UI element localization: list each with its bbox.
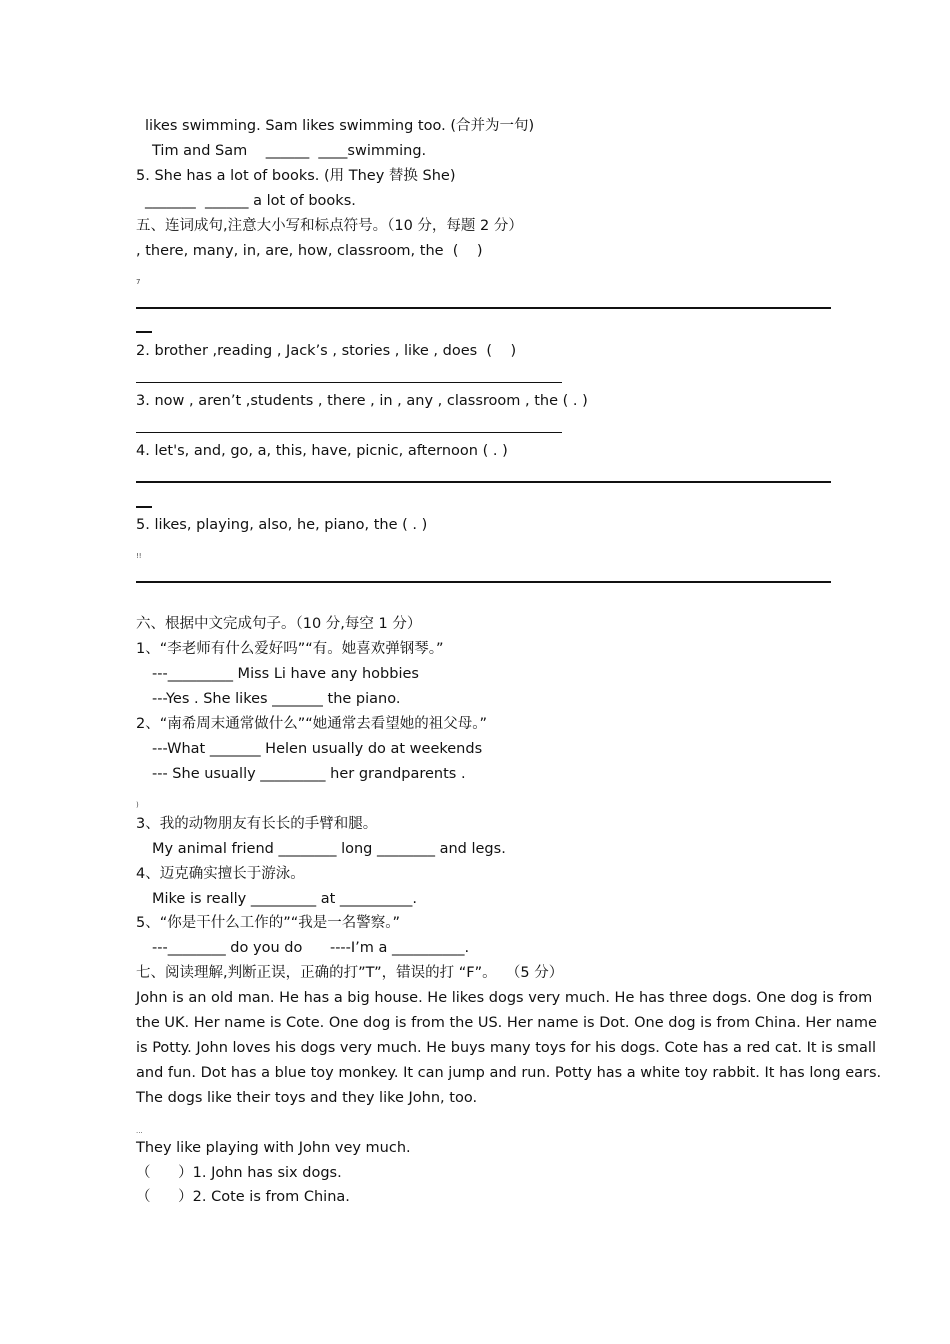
answer-line	[136, 581, 831, 583]
passage-line: They like playing with John vey much.	[136, 1140, 411, 1156]
s5-item-2: 2. brother ,reading , Jack’s , stories , like , does ( )	[136, 343, 517, 359]
s6-q1-line2: ---Yes . She likes _______ the piano.	[152, 691, 401, 707]
item-5-answer: _______ ______ a lot of books.	[145, 193, 356, 209]
s6-q3-line1: My animal friend ________ long ________ and legs.	[152, 841, 506, 857]
answer-line	[136, 382, 562, 383]
s6-q1-line1: ---_________ Miss Li have any hobbies	[152, 666, 419, 682]
s5-item-5-mark: !!	[136, 552, 142, 560]
passage-line: the UK. Her name is Cote. One dog is from the US. Her name is Dot. One dog is from China. Her name	[136, 1015, 877, 1031]
section-6-heading: 六、根据中文完成句子。（10 分,每空 1 分）	[136, 616, 422, 632]
s5-item-3: 3. now , aren’t ,students , there , in , any , classroom , the ( . )	[136, 393, 588, 409]
answer-line	[136, 307, 831, 309]
section-5-heading: 五、连词成句,注意大小写和标点符号。（10 分，每题 2 分）	[136, 218, 523, 234]
s5-item-1: , there, many, in, are, how, classroom, the ( )	[136, 243, 483, 259]
s5-item-4: 4. let's, and, go, a, this, have, picnic, afternoon ( . )	[136, 443, 508, 459]
s6-q5-cn: 5、“你是干什么工作的”“我是一名警察。”	[136, 915, 401, 931]
answer-line-tail	[136, 331, 152, 333]
answer-line-tail	[136, 506, 152, 508]
item-4-prompt: likes swimming. Sam likes swimming too. (合并为一句)	[145, 118, 535, 134]
s6-q1-cn: 1、“李老师有什么爱好吗”“有。她喜欢弹钢琴。”	[136, 641, 444, 657]
passage-line: The dogs like their toys and they like John, too.	[136, 1090, 478, 1106]
answer-line	[136, 481, 831, 483]
s6-q2-line2: --- She usually _________ her grandparents .	[152, 766, 466, 782]
s6-q2-line1: ---What _______ Helen usually do at weekends	[152, 741, 483, 757]
s6-q3-cn: 3、我的动物朋友有长长的手臂和腿。	[136, 816, 378, 832]
item-4-answer: Tim and Sam ______ ____swimming.	[152, 143, 427, 159]
answer-line	[136, 432, 562, 433]
s5-item-1-mark: 7	[136, 278, 141, 286]
s6-mark: )	[136, 801, 139, 809]
s6-q4-cn: 4、迈克确实擅长于游泳。	[136, 866, 305, 882]
tf-question-2: （ ）2. Cote is from China.	[136, 1189, 350, 1205]
passage-line: John is an old man. He has a big house. He likes dogs very much. He has three dogs. One dog is from	[136, 990, 873, 1006]
item-5-prompt: 5. She has a lot of books. (用 They 替换 She)	[136, 168, 456, 184]
passage-line: is Potty. John loves his dogs very much. He buys many toys for his dogs. Cote has a red cat. It is small	[136, 1040, 876, 1056]
s6-q4-line1: Mike is really _________ at __________.	[152, 891, 417, 907]
s6-q5-line1: ---________ do you do ----I’m a __________.	[152, 940, 470, 956]
section-7-heading: 七、阅读理解,判断正误，正确的打”T”，错误的打 “F”。 （5 分）	[136, 965, 564, 981]
s6-q2-cn: 2、“南希周末通常做什么”“她通常去看望她的祖父母。”	[136, 716, 488, 732]
passage-line: and fun. Dot has a blue toy monkey. It can jump and run. Potty has a white toy rabbit. It has long ears.	[136, 1065, 882, 1081]
s5-item-5: 5. likes, playing, also, he, piano, the ( . )	[136, 517, 428, 533]
tf-question-1: （ ）1. John has six dogs.	[136, 1165, 342, 1181]
passage-mark: ...	[136, 1127, 143, 1135]
